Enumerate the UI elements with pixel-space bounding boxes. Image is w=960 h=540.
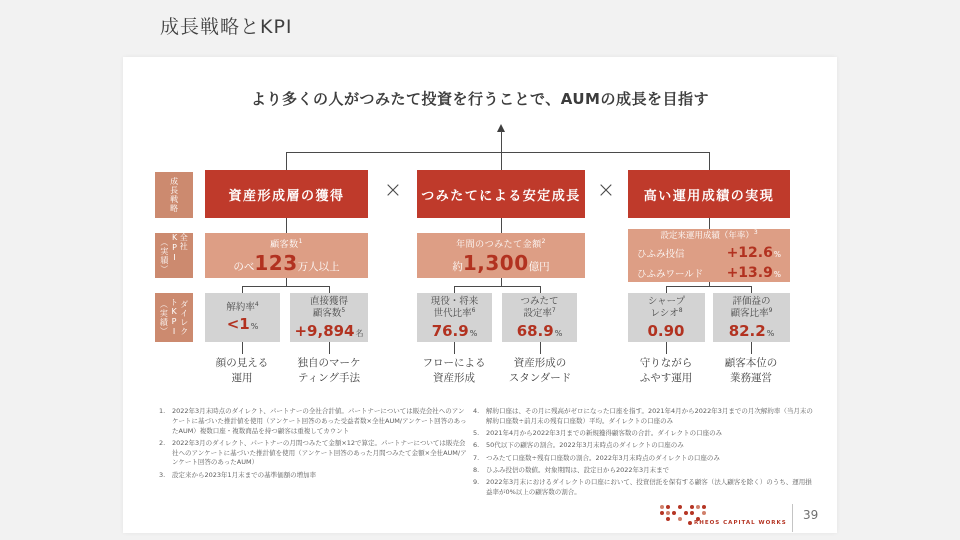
- caption-1-1: 顔の見える 運用: [215, 357, 269, 385]
- multiply-symbol: ×: [596, 178, 616, 203]
- page-number: 39: [803, 508, 819, 522]
- fund-return-row: [637, 262, 781, 283]
- footnote-text: 2021年4月から2022年3月までの新規獲得顧客数の合計。ダイレクトの口座のみ: [486, 429, 723, 437]
- caption-3-2: 顧客本位の 業務運営: [724, 357, 778, 385]
- footnote-number: 1.: [159, 407, 166, 415]
- row-label-text: （実績）: [159, 299, 169, 336]
- brand-name: RHEOS CAPITAL WORKS: [694, 520, 787, 526]
- footnote-number: 6.: [473, 441, 480, 450]
- footnote-text: 解約口座は、その月に残高がゼロになった口座を指す。2021年4月から2022年3月までの月次解約率（当月末の解約口座数÷前月末の残有口座数）平均。ダイレクトの口座のみ: [486, 407, 813, 425]
- row-label-text: ダイレク: [179, 299, 189, 336]
- caption-3-1: 守りながら ふやす運用: [639, 357, 693, 385]
- footnote-item: [473, 466, 814, 476]
- kpi-value: 約1,300億円: [452, 250, 550, 275]
- fund-value: +12.6%: [726, 244, 781, 261]
- kpi-value: +9,894名: [294, 321, 364, 340]
- caption-2-2: 資産形成の スタンダード: [508, 357, 572, 385]
- direct-kpi-box-2-2: [502, 293, 577, 342]
- row-label-text: 成長戦略: [169, 177, 179, 213]
- direct-kpi-box-1-1: [205, 293, 280, 342]
- direct-kpi-box-3-2: [713, 293, 790, 342]
- fund-name: ひふみワールド: [637, 269, 704, 280]
- fund-return-row: [637, 242, 781, 263]
- footer-divider: [792, 504, 793, 532]
- footnote-text: 2022年3月末時点のダイレクト、パートナーの全社合計値。パートナーについては販売会社へのアンケートに基づいた推計値を使用（アンケート回答のあった受益者数×全社AUM/アンケート回答のあったAUM）複数口座・複数商品を持つ顧客は重複してカウント: [172, 407, 467, 435]
- footnote-item: [473, 407, 814, 427]
- kpi-value: 0.90: [647, 321, 685, 340]
- footnote-number: 4.: [473, 407, 480, 415]
- footnote-number: 9.: [473, 478, 480, 486]
- row-label-company-kpi: [155, 233, 193, 278]
- footnote-number: 2.: [159, 438, 166, 447]
- company-kpi-box-1: [205, 233, 368, 278]
- row-label-text: トKPI: [169, 298, 179, 337]
- kpi-value: <1%: [226, 315, 259, 334]
- footnote-number: 5.: [473, 429, 480, 437]
- fund-name: ひふみ投信: [637, 248, 685, 260]
- footnote-number: 8.: [473, 465, 480, 474]
- strategy-box-2: つみたてによる安定成長: [417, 170, 585, 218]
- kpi-title: 直接獲得 顧客数$^5$: [309, 295, 348, 320]
- kpi-title: 解約率$^4$: [226, 300, 259, 314]
- footnote-item: [473, 454, 814, 464]
- row-label-growth-strategy: [155, 172, 193, 218]
- footnote-text: つみたて口座数÷残有口座数の割合。2022年3月末時点のダイレクトの口座のみ: [486, 453, 720, 462]
- footnote-text: 2022年3月のダイレクト、パートナーの月間つみたて金額×12で算定。パートナーについては販売会社へのアンケートに基づいた推計値を使用（アンケート回答のあった月間つみたて金額×全社AUM/アンケート回答のあったAUM）: [172, 438, 467, 467]
- footnote-item: [473, 429, 814, 439]
- kpi-title: つみたて 設定率$^7$: [520, 295, 559, 320]
- kpi-title: 設定来運用成績（年率）$^3$: [660, 228, 758, 241]
- footnote-text: ひふみ投信の数値。対象期間は、設定日から2022年3月末まで: [486, 465, 670, 474]
- fund-value: +13.9%: [726, 265, 781, 281]
- footnote-item: [159, 439, 470, 468]
- footnote-item: [473, 441, 814, 451]
- footnote-item: [159, 407, 470, 436]
- kpi-value: 82.2%: [728, 321, 775, 340]
- footnote-number: 3.: [159, 470, 166, 479]
- footnote-text: 設定来から2023年1月末までの基準価額の増加率: [172, 470, 317, 479]
- company-kpi-box-2: [417, 233, 585, 278]
- kpi-title: シャープ レシオ$^8$: [647, 295, 686, 320]
- strategy-box-3: 高い運用成績の実現: [628, 170, 790, 218]
- kpi-value: 68.9%: [516, 321, 563, 340]
- footnote-item: [159, 471, 470, 481]
- direct-kpi-box-2-1: [417, 293, 492, 342]
- row-label-direct-kpi: [155, 293, 193, 342]
- footnote-text: 50代以下の顧客の割合。2022年3月末時点のダイレクトの口座のみ: [486, 441, 684, 450]
- footnote-text: 2022年3月末におけるダイレクトの口座において、投資信託を保有する顧客（法人顧客を除く）のうち、運用損益率が0%以上の顧客数の割合。: [486, 478, 812, 496]
- kpi-title: 評価益の 顧客比率$^9$: [730, 295, 773, 320]
- footnotes-right: [473, 407, 814, 500]
- brand-dot-icon: [688, 521, 692, 525]
- direct-kpi-box-3-1: [628, 293, 705, 342]
- brand-line: [688, 520, 787, 526]
- footnote-number: 7.: [473, 453, 480, 462]
- kpi-value: のべ123万人以上: [233, 250, 340, 275]
- caption-1-2: 独自のマーケ ティング手法: [297, 357, 361, 385]
- kpi-title: 年間のつみたて金額$^2$: [456, 237, 546, 250]
- kpi-title: 顧客数$^1$: [270, 237, 303, 250]
- row-label-text: 全社KPI: [170, 233, 189, 263]
- direct-kpi-box-1-2: [290, 293, 368, 342]
- footnote-item: [473, 478, 814, 498]
- strategy-box-1: 資産形成層の獲得: [205, 170, 368, 218]
- kpi-title: 現役・将来 世代比率$^6$: [430, 295, 479, 320]
- fund-return-rows: [637, 242, 781, 283]
- caption-2-1: フローによる 資産形成: [422, 357, 486, 385]
- headline: より多くの人がつみたて投資を行うことで、AUMの成長を目指す: [251, 90, 709, 108]
- company-kpi-box-3: [628, 229, 790, 282]
- row-label-text: （実績）: [159, 237, 169, 274]
- page-title: 成長戦略とKPI: [160, 16, 293, 38]
- kpi-value: 76.9%: [431, 321, 478, 340]
- multiply-symbol: ×: [383, 178, 403, 203]
- footnotes-left: [159, 407, 470, 483]
